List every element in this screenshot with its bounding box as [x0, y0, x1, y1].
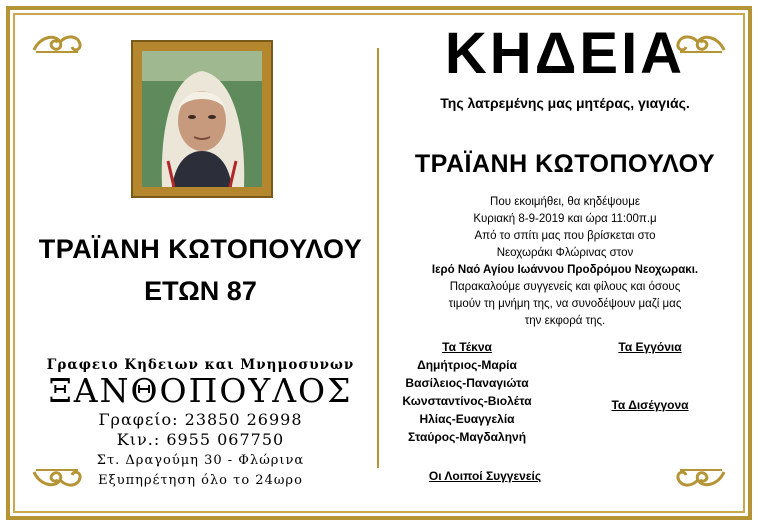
top-left-swirl-ornament-icon	[30, 30, 84, 56]
funeral-office-name: ΞΑΝΘΟΠΟΥΛΟΣ	[48, 371, 353, 410]
children-heading: Τα Τέκνα	[442, 340, 492, 354]
deceased-age: ΕΤΩΝ 87	[144, 276, 257, 306]
deceased-name-right: ΤΡΑΪΑΝΗ ΚΩΤΟΠΟΥΛΟΥ	[414, 150, 716, 178]
notice-line: Κυριακή 8-9-2019 και ώρα 11:00π.μ	[473, 213, 657, 225]
child-entry: Βασίλειος-Παναγιώτα	[405, 376, 529, 390]
funeral-office-title: Γραφειο Κηδειων και Μνημοσυνων	[46, 357, 355, 373]
child-entry: Κωνσταντίνος-Βιολέτα	[402, 394, 532, 408]
notice-line: Που εκοιμήθει, θα κηδέψουμε	[490, 196, 640, 208]
deceased-name-left: ΤΡΑΪΑΝΗ ΚΩΤΟΠΟΥΛΟΥ	[38, 234, 363, 264]
office-mobile: Κιν.: 6955 067750	[116, 430, 285, 449]
notice-line-church: Ιερό Ναό Αγίου Ιωάννου Προδρόμου Νεοχωρακι.	[431, 264, 699, 276]
great-grandchildren-heading: Τα Δισέγγονα	[611, 398, 689, 412]
grandchildren-heading: Τα Εγγόνια	[618, 340, 682, 354]
office-hours: Εξυπηρέτηση όλο το 24ωρο	[98, 473, 303, 488]
page-title: ΚΗΔΕΙΑ	[444, 21, 686, 86]
notice-line: Νεοχωράκι Φλώρινας στον	[496, 247, 634, 259]
office-address: Στ. Δραγούμη 30 - Φλώρινα	[96, 453, 305, 468]
child-entry: Ηλίας-Ευαγγελία	[419, 412, 515, 426]
child-entry: Δημήτριος-Μαρία	[417, 358, 517, 372]
portrait-image	[142, 51, 262, 187]
subheading: Της λατρεμένης μας μητέρας, γιαγιάς.	[440, 95, 690, 111]
child-entry: Σταύρος-Μαγδαληνή	[407, 430, 527, 444]
bottom-right-swirl-ornament-icon	[674, 466, 728, 492]
notice-line: Παρακαλούμε συγγενείς και φίλους και όσους	[449, 281, 681, 293]
notice-line: Από το σπίτι μας που βρίσκεται στο	[474, 230, 656, 242]
notice-line: τιμούν τη μνήμη της, να συνοδέψουν μαζί μας	[448, 298, 682, 310]
other-relatives-heading: Οι Λοιποί Συγγενείς	[428, 469, 542, 483]
portrait-photo	[133, 42, 271, 196]
office-phone: Γραφείο: 23850 26998	[98, 410, 303, 429]
notice-line: την εκφορά της.	[524, 315, 606, 327]
